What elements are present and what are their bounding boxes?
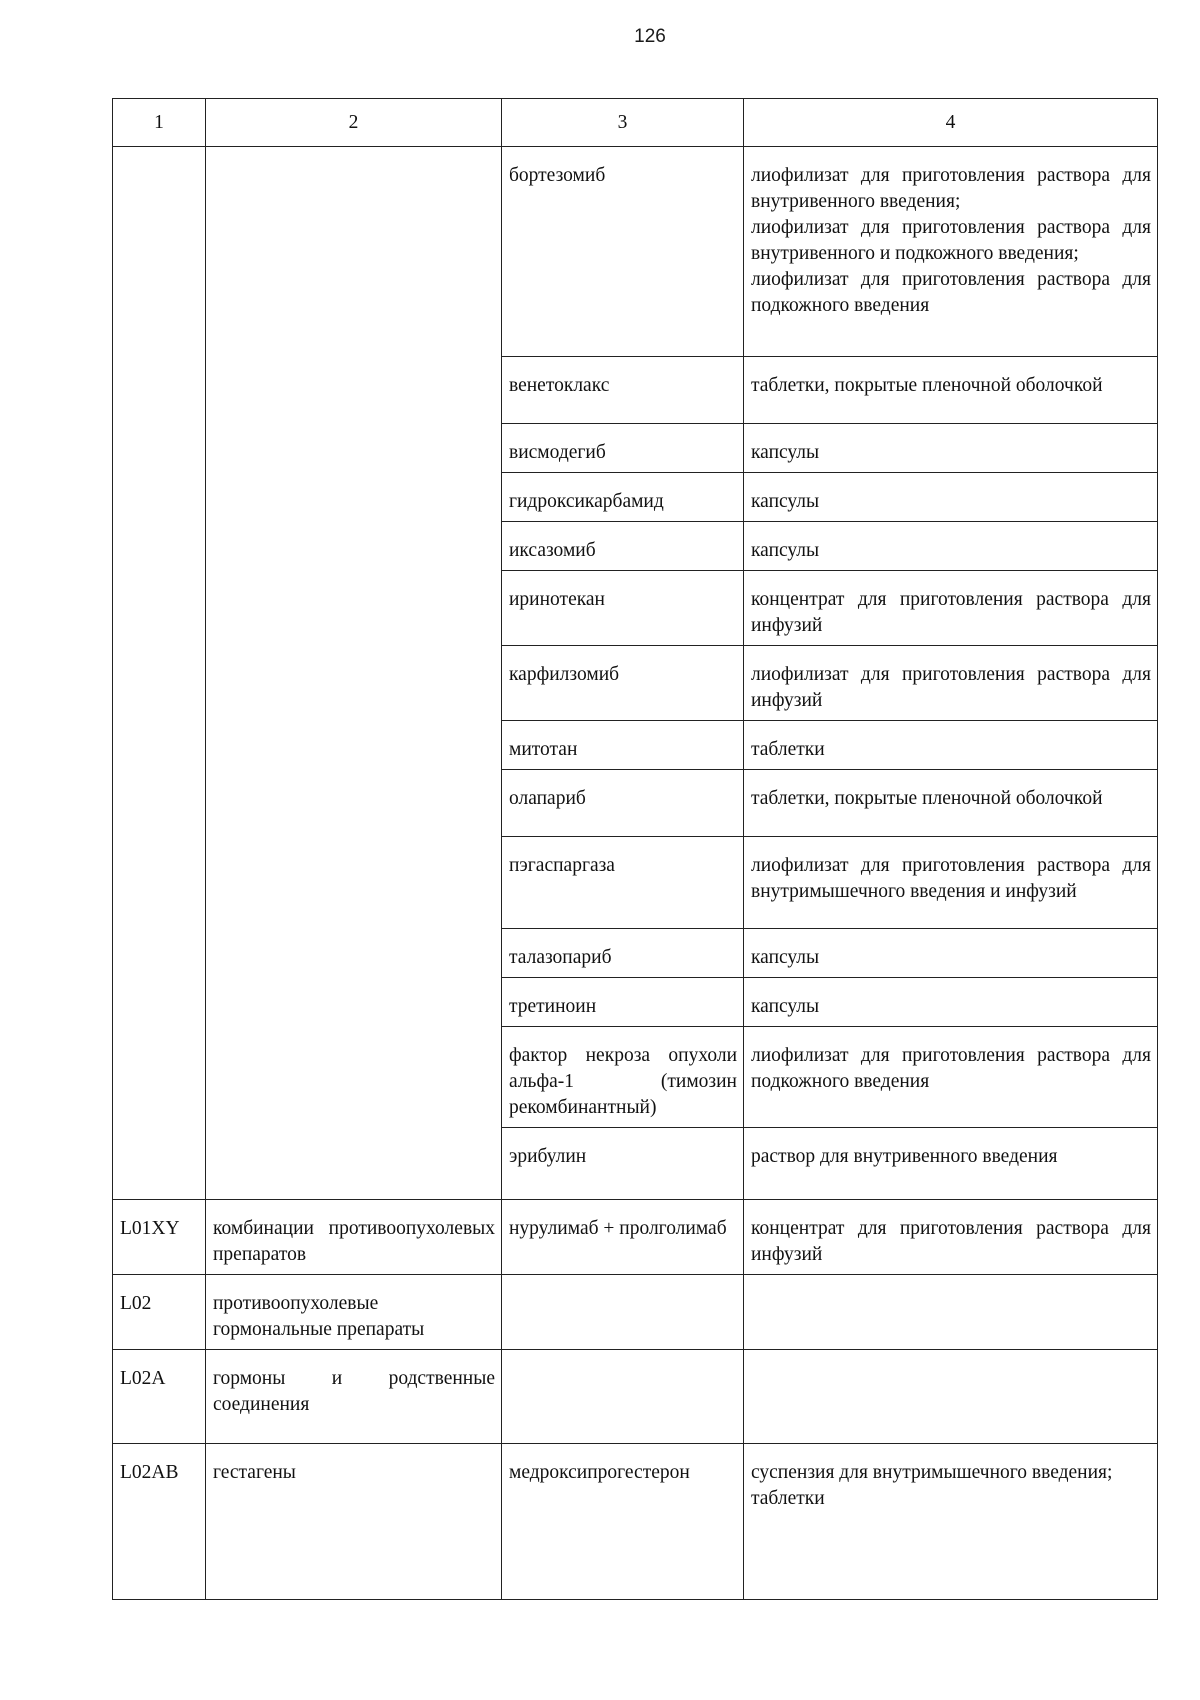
atc-code-cell: L02 bbox=[113, 1275, 206, 1350]
drug-name-cell: пэгаспаргаза bbox=[502, 837, 744, 929]
drug-table bbox=[112, 98, 1158, 1600]
drug-name-cell: бортезомиб bbox=[502, 147, 744, 357]
drug-name-cell bbox=[502, 1275, 744, 1350]
dosage-form-cell: таблетки, покрытые пленочной оболочкой bbox=[744, 357, 1158, 424]
table-row bbox=[113, 1350, 1158, 1444]
group-name-cell: противоопухолевые гормональные препараты bbox=[206, 1275, 502, 1350]
dosage-form-cell: раствор для внутривенного введения bbox=[744, 1128, 1158, 1200]
dosage-form-cell: суспензия для внутримышечного введения; таблетки bbox=[744, 1444, 1158, 1600]
page-number: 126 bbox=[634, 26, 666, 47]
atc-code-cell: L02A bbox=[113, 1350, 206, 1444]
drug-name-cell: нурулимаб + пролголимаб bbox=[502, 1200, 744, 1275]
drug-name-cell: эрибулин bbox=[502, 1128, 744, 1200]
dosage-form-cell: капсулы bbox=[744, 929, 1158, 978]
drug-name-cell: карфилзомиб bbox=[502, 646, 744, 721]
drug-name-cell: митотан bbox=[502, 721, 744, 770]
header-cell: 2 bbox=[206, 99, 502, 147]
dosage-form-cell: капсулы bbox=[744, 522, 1158, 571]
dosage-form-cell: капсулы bbox=[744, 978, 1158, 1027]
drug-name-cell: талазопариб bbox=[502, 929, 744, 978]
table-row bbox=[113, 147, 1158, 357]
drug-name-cell bbox=[502, 1350, 744, 1444]
drug-name-cell: третиноин bbox=[502, 978, 744, 1027]
drug-name-cell: иринотекан bbox=[502, 571, 744, 646]
atc-code-cell: L02AB bbox=[113, 1444, 206, 1600]
dosage-form-cell: таблетки, покрытые пленочной оболочкой bbox=[744, 770, 1158, 837]
atc-code-cell bbox=[113, 147, 206, 1200]
dosage-form-cell: лиофилизат для приготовления раствора для подкожного введения bbox=[744, 1027, 1158, 1128]
drug-name-cell: медроксипрогестерон bbox=[502, 1444, 744, 1600]
header-cell: 1 bbox=[113, 99, 206, 147]
drug-name-cell: иксазомиб bbox=[502, 522, 744, 571]
dosage-form-cell: лиофилизат для приготовления раствора для внутримышечного введения и инфузий bbox=[744, 837, 1158, 929]
drug-name-cell: венетоклакс bbox=[502, 357, 744, 424]
group-name-cell: комбинации противоопухолевых препаратов bbox=[206, 1200, 502, 1275]
atc-code-cell: L01XY bbox=[113, 1200, 206, 1275]
dosage-form-cell: капсулы bbox=[744, 473, 1158, 522]
group-name-cell: гормоны и родственные соединения bbox=[206, 1350, 502, 1444]
dosage-form-cell bbox=[744, 1350, 1158, 1444]
dosage-form-cell: лиофилизат для приготовления раствора для инфузий bbox=[744, 646, 1158, 721]
group-name-cell: гестагены bbox=[206, 1444, 502, 1600]
table-header-row bbox=[113, 99, 1158, 147]
dosage-form-cell bbox=[744, 1275, 1158, 1350]
drug-name-cell: висмодегиб bbox=[502, 424, 744, 473]
header-cell: 4 bbox=[744, 99, 1158, 147]
drug-name-cell: гидроксикарбамид bbox=[502, 473, 744, 522]
table-row bbox=[113, 1444, 1158, 1600]
header-cell: 3 bbox=[502, 99, 744, 147]
dosage-form-cell: концентрат для приготовления раствора для инфузий bbox=[744, 571, 1158, 646]
dosage-form-cell: лиофилизат для приготовления раствора для внутривенного введения; лиофилизат для приготовления раствора для внутривенного и подкожного введения; лиофилизат для приготовления раствора для подкожного введения bbox=[744, 147, 1158, 357]
dosage-form-cell: концентрат для приготовления раствора для инфузий bbox=[744, 1200, 1158, 1275]
drug-name-cell: олапариб bbox=[502, 770, 744, 837]
dosage-form-cell: капсулы bbox=[744, 424, 1158, 473]
dosage-form-cell: таблетки bbox=[744, 721, 1158, 770]
group-name-cell bbox=[206, 147, 502, 1200]
table-row bbox=[113, 1275, 1158, 1350]
drug-name-cell: фактор некроза опухоли альфа-1 (тимозин рекомбинантный) bbox=[502, 1027, 744, 1128]
table-row bbox=[113, 1200, 1158, 1275]
